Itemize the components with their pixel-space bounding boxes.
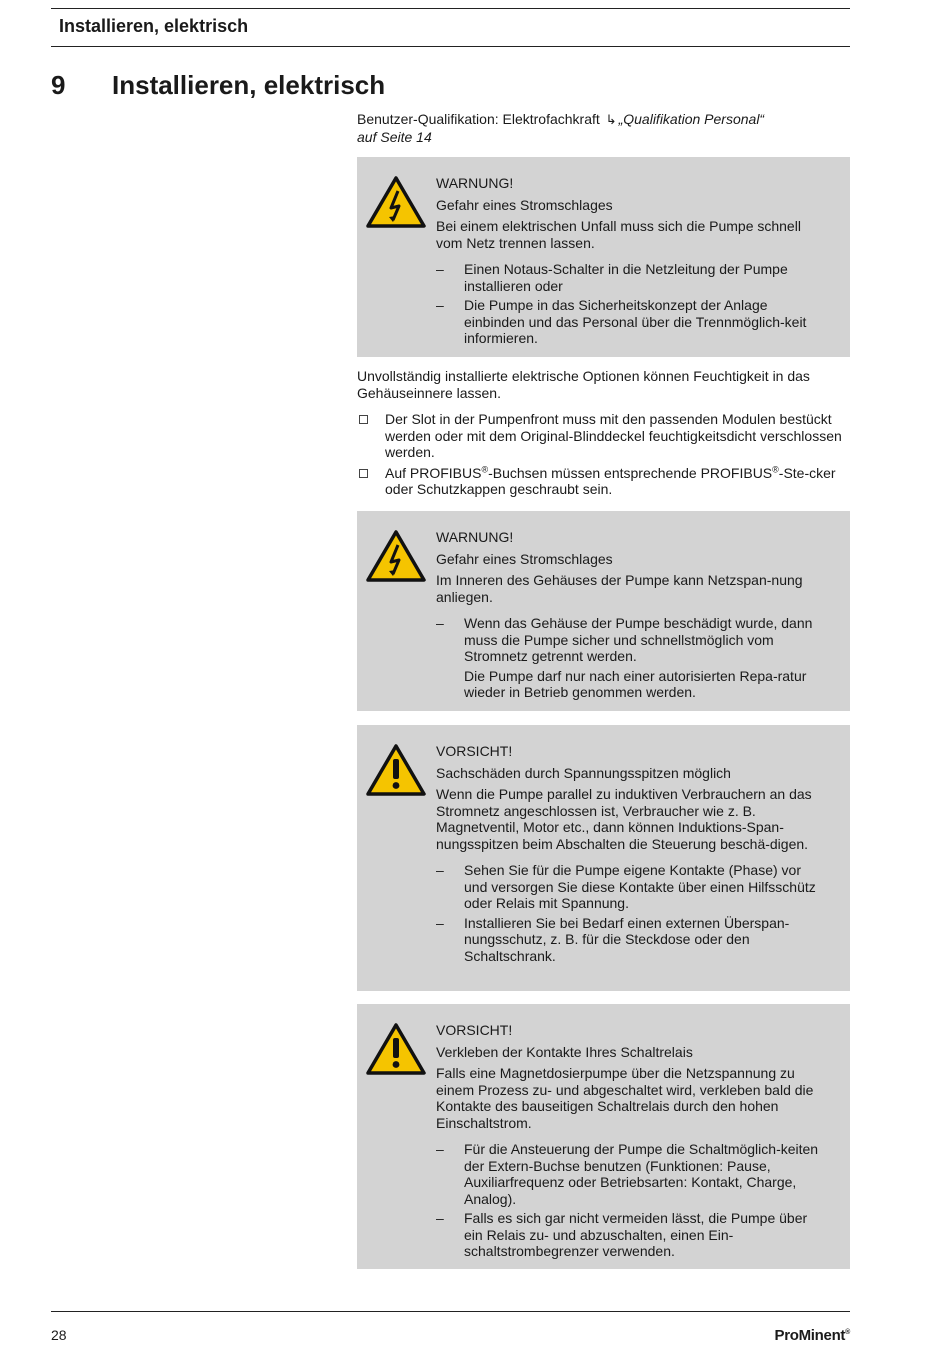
intro-paragraph: Unvollständig installierte elektrische Optionen können Feuchtigkeit in das Gehäuseinnere lassen. (357, 368, 810, 401)
warning-text: Im Inneren des Gehäuses der Pumpe kann Netzspan-nung anliegen. (436, 572, 803, 605)
electric-hazard-icon (365, 175, 427, 229)
chapter-number: 9 (51, 70, 66, 100)
warning-box-2 (357, 511, 850, 711)
caution-box-2 (357, 1004, 850, 1269)
warning-text: Bei einem elektrischen Unfall muss sich die Pumpe schnell vom Netz trennen lassen. (436, 218, 801, 251)
signal-word: WARNUNG! (436, 175, 514, 191)
measure-item: – Wenn das Gehäuse der Pumpe beschädigt wurde, dann muss die Pumpe sicher und schnellstmöglich vom Stromnetz getrennt werden. (436, 615, 813, 664)
measure-item: – Die Pumpe in das Sicherheitskonzept der Anlage einbinden und das Personal über die Trennmöglich-keit informieren. (436, 297, 807, 346)
hazard-title: Gefahr eines Stromschlages (436, 196, 613, 213)
hazard-title: Sachschäden durch Spannungsspitzen möglich (436, 764, 731, 781)
footer-rule (51, 1311, 850, 1312)
square-bullet-icon (359, 469, 368, 478)
caution-box-1 (357, 725, 850, 991)
qualification-link[interactable]: „Qualifikation Personal“ auf Seite 14 (357, 111, 765, 145)
bullet-item: Der Slot in der Pumpenfront muss mit den passenden Modulen bestückt werden oder mit dem Original-Blinddeckel feuchtigkeitsdicht verschlossen werden. (357, 411, 850, 461)
caution-exclamation-icon (365, 743, 427, 797)
page-number: 28 (51, 1327, 67, 1343)
qualification-prefix: Benutzer-Qualifikation: Elektrofachkraft (357, 111, 600, 127)
bullet-item: Auf PROFIBUS®-Buchsen müssen entsprechende PROFIBUS®-Ste-cker oder Schutzkappen geschraubt sein. (357, 465, 850, 498)
user-qualification (357, 111, 850, 145)
bullet-list (357, 411, 850, 502)
measure-item: – Für die Ansteuerung der Pumpe die Schaltmöglich-keiten der Extern-Buchse benutzen (Funktionen: Pause, Auxiliarfrequenz oder Betriebsarten: Kontakt, Charge, Analog). (436, 1141, 819, 1207)
signal-word: WARNUNG! (436, 529, 514, 545)
measure-item: – Einen Notaus-Schalter in die Netzleitung der Pumpe installieren oder (436, 261, 788, 294)
measure-item: – Installieren Sie bei Bedarf einen externen Überspan-nungsschutz, z. B. für die Steckdose oder den Schaltschrank. (436, 914, 790, 964)
caution-exclamation-icon (365, 1022, 427, 1076)
signal-word: VORSICHT! (436, 1022, 513, 1038)
warning-text: Wenn die Pumpe parallel zu induktiven Verbrauchern an das Stromnetz angeschlossen ist, Verbraucher wie z. B. Magnetventil, Motor etc., dann können Induktions-Span-nungsspitzen beim Abschalten die Steuerung beschä-digen. (436, 786, 812, 852)
square-bullet-icon (359, 415, 368, 424)
prominent-logo: ProMinent® (774, 1327, 850, 1344)
top-rule (51, 8, 850, 9)
warning-text: Falls eine Magnetdosierpumpe über die Netzspannung zu einem Prozess zu- und abgeschaltet wird, verkleben bald die Kontakte des bauseitigen Schaltrelais durch den hohen Einschaltstrom. (436, 1065, 814, 1131)
header-rule (51, 46, 850, 47)
cross-reference-arrow-icon: ↳ (605, 112, 617, 127)
hazard-title: Gefahr eines Stromschlages (436, 550, 613, 567)
measure-followup: Die Pumpe darf nur nach einer autorisierten Repa-ratur wieder in Betrieb genommen werden. (464, 667, 807, 700)
running-header: Installieren, elektrisch (59, 16, 249, 36)
measure-item: – Falls es sich gar nicht vermeiden lässt, die Pumpe über ein Relais zu- und abzuschalten, einen Ein-schaltstrombegrenzer verwenden. (436, 1210, 808, 1259)
warning-box-1 (357, 157, 850, 357)
signal-word: VORSICHT! (436, 743, 513, 759)
electric-hazard-icon (365, 529, 427, 583)
measure-item: – Sehen Sie für die Pumpe eigene Kontakte (Phase) vor und versorgen Sie diese Kontakte über einen Hilfsschütz oder Relais mit Spannung. (436, 862, 816, 911)
hazard-title: Verkleben der Kontakte Ihres Schaltrelais (436, 1043, 693, 1060)
chapter-title: Installieren, elektrisch (112, 70, 386, 100)
